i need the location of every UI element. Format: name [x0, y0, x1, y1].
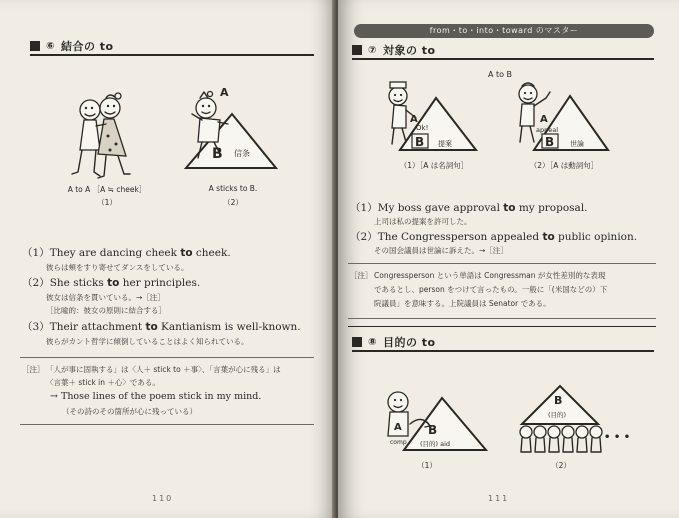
section-rule	[352, 58, 654, 60]
section-marker-icon	[352, 45, 362, 55]
section-title: 対象の to	[382, 44, 436, 57]
example-translation: その国会議員は世論に訴えた。→［注］	[374, 246, 508, 255]
base-label: B	[428, 423, 438, 437]
keyword-to: to	[180, 247, 193, 259]
example-sentence: （3）Their attachment to Kantianism is well-known.	[22, 321, 301, 333]
svg-text:B: B	[212, 146, 223, 162]
keyword-to: to	[542, 231, 555, 243]
apex-label: A	[394, 422, 402, 433]
keyword-to: to	[107, 277, 120, 289]
section-title: 目的の to	[382, 336, 436, 349]
triangle-text: (目的) aid	[420, 440, 451, 448]
example-translation: 上司は私の提案を許可した。	[374, 217, 472, 226]
section-rule	[352, 350, 654, 352]
purpose-illustration	[382, 384, 492, 456]
crowd-figures	[520, 426, 602, 452]
example-sentence: （1）My boss gave approval to my proposal.	[350, 202, 588, 214]
continuation-dots: • • •	[604, 432, 631, 443]
balloon-text: Ok!	[416, 124, 429, 132]
dancing-couple-illustration	[70, 92, 140, 182]
left-page	[0, 0, 336, 518]
apex-label: B	[554, 394, 563, 407]
illustration-index: （2）	[223, 198, 243, 207]
note-example: → Those lines of the poem stick in my mind.	[50, 391, 262, 402]
base-label: B	[545, 135, 555, 149]
section-marker-icon	[30, 41, 40, 51]
section-heading-6	[30, 38, 114, 54]
illustration-caption: A to A ［A ≒ cheek］	[67, 185, 147, 194]
apex-label: A	[220, 86, 229, 99]
triangle-text: 提案	[438, 140, 452, 148]
example-translation: 彼らがカント哲学に傾倒していることはよく知られている。	[46, 337, 249, 346]
section-number: ⑧	[368, 336, 377, 348]
note-text: であるとし、person をつけて言ったもの。一般に「(米国などの）下	[374, 285, 608, 294]
triangle-text: 世論	[570, 140, 584, 148]
example-sentence: （2）She sticks to her principles.	[22, 277, 201, 289]
note-text: Congressperson という単語は Congressman が女性差別的な表現	[374, 271, 606, 280]
section-heading-7	[352, 42, 436, 58]
approval-illustration	[380, 78, 480, 156]
arrow-label: comp	[390, 439, 407, 446]
note-label: ［注］	[22, 365, 45, 374]
base-label: B	[415, 135, 425, 149]
example-sentence: （1）They are dancing cheek to cheek.	[22, 247, 231, 259]
concept-heading: A to B	[487, 70, 513, 79]
illustration-caption: （2）［A は動詞句］	[529, 161, 599, 170]
example-translation: 彼らは頬をすり寄せてダンスをしている。	[46, 263, 189, 272]
section-heading-8	[352, 334, 436, 350]
chapter-banner: from・to・into・toward のマスター	[354, 24, 654, 38]
illustration-caption: A sticks to B.	[208, 184, 258, 193]
illustration-caption: （2）	[551, 461, 571, 470]
section-divider	[348, 326, 656, 327]
note-label: ［注］	[350, 271, 373, 280]
section-marker-icon	[352, 337, 362, 347]
appeal-illustration	[512, 78, 612, 156]
apex-label: A	[540, 114, 548, 125]
note-text: 院議員」を意味する。上院議員は Senator である。	[374, 299, 551, 308]
triangle-text: (目的)	[548, 411, 567, 419]
example-sentence: （2）The Congressperson appealed to public opinion.	[350, 231, 638, 243]
section-number: ⑥	[46, 40, 55, 52]
balloon-text: appeal	[536, 126, 559, 134]
illustration-caption: （1）［A は名詞句］	[399, 161, 469, 170]
example-translation: 彼女は信条を貫いている。→［注］	[46, 293, 165, 302]
illustration-caption: （1）	[417, 461, 437, 470]
illustration-index: （1）	[97, 198, 117, 207]
page-number: 110	[152, 494, 174, 503]
section-rule	[30, 54, 314, 56]
triangle-text: 信条	[234, 149, 250, 158]
sticks-to-triangle-illustration	[180, 84, 280, 180]
keyword-to: to	[145, 321, 158, 333]
section-number: ⑦	[368, 44, 377, 56]
note-example-translation: （その詩のその箇所が心に残っている）	[62, 407, 197, 416]
section-title: 結合の to	[60, 40, 114, 53]
note-text: 「人が事に固執する」は〈人＋ stick to ＋事〉、「言葉が心に残る」は	[46, 365, 281, 374]
keyword-to: to	[503, 202, 516, 214]
crowd-purpose-illustration	[510, 382, 630, 456]
example-translation-note: ［比喩的：彼女の原則に結合する］	[46, 306, 166, 315]
page-number: 111	[488, 494, 510, 503]
note-text: 〈言葉＋ stick in ＋心〉である。	[46, 378, 160, 387]
apex-label: A	[410, 114, 418, 125]
